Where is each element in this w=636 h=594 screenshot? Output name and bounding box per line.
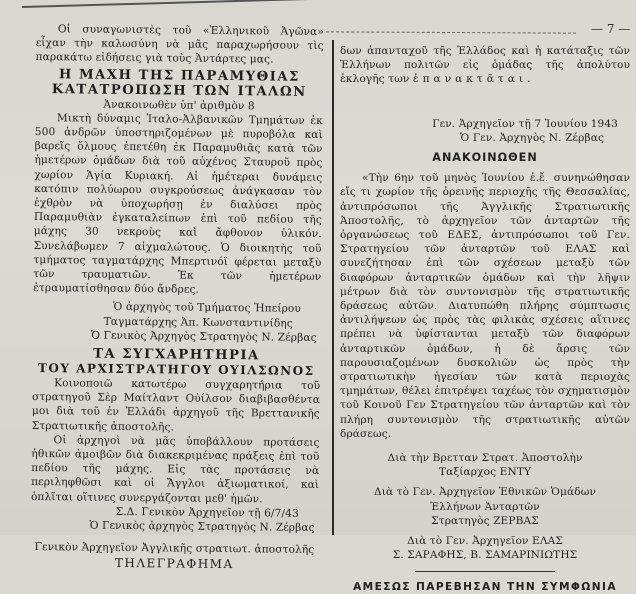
signature-major: Ταγματάρχης Ἀπ. Κωνσταντινίδης bbox=[103, 315, 293, 330]
headline-telegram: ΤΗΛΕΓΡΑΦΗΜΑ bbox=[114, 555, 234, 571]
top-rule-right bbox=[326, 31, 576, 33]
announcement-label: Ἀνακοινωθὲν ὑπ' ἀριθμὸν 8 bbox=[103, 98, 255, 112]
headline-announcement: ΑΝΑΚΟΙΝΩΘΕΝ bbox=[432, 151, 538, 165]
continuation-spaced: ἐπανακτᾶται. bbox=[412, 73, 535, 86]
intro-paragraph: Οἱ συναγωνιστὲς τοῦ «Ἑλληνικοῦ Ἀγῶνα» εἶχαν τὴν καλωσύνη νὰ μᾶς παραχωρήσουν τὶς παρακάτω εἰδήσεις γιὰ τοὺς Ἀντάρτες μας. bbox=[35, 23, 324, 66]
signature-general-zervas: Στρατηγὸς ΖΕΡΒΑΣ bbox=[431, 514, 539, 527]
signature-hq-date: Σ.Δ. Γενικὸν Ἀρχηγεῖον τῇ 6/7/43 bbox=[115, 505, 299, 520]
headline-wilson: ΤΟΥ ΑΡΧΙΣΤΡΑΤΗΓΟΥ ΟΥΙΛΣΩΝΟΣ bbox=[37, 361, 315, 378]
headline-congrats: ΤΑ ΣΥΓΧΑΡΗΤΗΡΙΑ bbox=[93, 346, 260, 364]
date-line: Γεν. Ἀρχηγεῖον τῇ 7 Ἰουνίου 1943 bbox=[432, 117, 618, 130]
signature-zervas: Ὁ Γενικὸς ἀρχηγὸς Στρατηγὸς Ν. Ζέρβας bbox=[89, 519, 315, 535]
left-column bbox=[30, 18, 324, 572]
congrats-paragraph-1: Κοινοποιῶ κατωτέρω συγχαρητήρια τοῦ στρατηγοῦ Σὲρ Μαίτλαντ Οὐίλσον διαβιβασθέντα μοι διὰ τοῦ ἐν Ἑλλάδι ἀρχηγοῦ τῆς Βρεττανικῆς Στρατιωτικῆς ἀποστολῆς. bbox=[31, 377, 321, 434]
signature-british-mission: Διὰ τὴν Βρετταν Στρατ. Ἀποστολὴν bbox=[387, 452, 583, 465]
right-column bbox=[340, 44, 630, 594]
section-rule bbox=[415, 571, 555, 572]
signature-general: Ὁ Γενικὸς Ἀρχηγὸς Στρατηγὸς Ν. Ζέρβας bbox=[90, 329, 317, 344]
congrats-paragraph-2: Οἱ ἀρχηγοὶ νὰ μᾶς ὑποβάλλουν προτάσεις ἠθικῶν ἀμοιβῶν διὰ διακεκριμένας πράξεις ἐπὶ τοῦ πεδίου τῆς μάχης. Εἰς τὰς προτάσεις νὰ περιληφθῶσι καὶ οἱ Ἄγγλοι ἀξιωματικοί, καὶ ὁπλῖται οἵτινες συνεργάζονται μεθ' ἡμῶν. bbox=[30, 434, 320, 506]
headline-battle: Η ΜΑΧΗ ΤΗΣ ΠΑΡΑΜΥΘΙΑΣ bbox=[58, 66, 300, 85]
signature-elas-hq: Διὰ τὸ Γεν. Ἀρχηγεῖον ΕΛΑΣ bbox=[407, 535, 563, 548]
headline-agreement-broken: ΑΜΕΣΩΣ ΠΑΡΕΒΗΣΑΝ ΤΗΝ ΣΥΜΦΩΝΙΑ bbox=[353, 580, 617, 593]
signature-sarafis-samariniotis: Σ. ΣΑΡΑΦΗΣ, Β. ΣΑΜΑΡΙΝΙΩΤΗΣ bbox=[392, 549, 578, 562]
continuation-text: δων ἁπανταχοῦ τῆς Ἑλλάδος καὶ ἡ κατάταξις τῶν Ἑλλήνων πολιτῶν εἰς ὁμάδας τῆς ἀπολύτου ἐκλογῆς των bbox=[340, 45, 630, 86]
signature-brigadier-eddy: Ταξίαρχος ΕΝΤΥ bbox=[438, 466, 532, 479]
british-mission-line: Γενικὸν Ἀρχηγεῖον Ἀγγλικῆς στρατιωτ. ἀποστολῆς bbox=[34, 541, 315, 557]
signature-epirus-chief: Ὁ ἀρχηγὸς τοῦ Τμήματος Ἠπείρου bbox=[113, 301, 302, 316]
page-number: — 7 — bbox=[591, 22, 631, 36]
column-divider bbox=[332, 40, 334, 535]
announcement-body: «Τὴν 6ην τοῦ μηνὸς Ἰουνίου ἐ.ἔ. συνηνώθησαν εἴς τι χωρίον τῆς ὀρεινῆς περιοχῆς τῆς Θεσσαλίας, ἀντιπρόσωποι τῆς Ἀγγλικῆς Στρατιωτικῆς Ἀποστολῆς, τὸ ἀρχηγεῖον τῶν ἀνταρτῶν τῆς ὀργανώσεως τοῦ ΕΔΕΣ, ἀντιπρόσωποι τοῦ Γεν. Στρατηγείου τῶν ἀνταρτῶν τοῦ ΕΛΑΣ καὶ συνεζήτησαν ἐπὶ τῶν σχέσεων μεταξὺ τῶν διαφόρων ἀνταρτικῶν ὁμάδων καὶ τὴν λῆψιν μέτρων διὰ τὸν συντονισμὸν τῆς στρατιωτικῆς δράσεως αὐτῶν. Διατυπώθη πλήρης σύμπτωσις ἀντιλήψεων ὡς πρὸς τὰς φιλικὰς σχέσεις αἵτινες πρέπει νὰ ὑφίστανται μεταξὺ τῶν διαφόρων ἀνταρτικῶν ὁμάδων, ἡ δὲ ἄρσις τῶν παρουσιαζομένων δυσκολιῶν ὡς πρὸς τὴν στρατιωτικὴν ἡγεσίαν τῶν κατὰ περιοχὰς τμημάτων, θέλει ἐπιτρέψει ταχέως τὸν σχηματισμὸν τοῦ Κοινοῦ Γεν Στρατηγείου τῶν ἀνταρτῶν καὶ τὸν πλήρη συντονισμὸν τῆς στρατιωτικῆς αὐτῶν δράσεως. bbox=[340, 172, 630, 440]
top-rule-left bbox=[22, 0, 322, 10]
continuation-paragraph bbox=[340, 44, 630, 87]
signature-edes-hq: Διὰ τὸ Γεν. Ἀρχηγεῖον Ἐθνικῶν Ὁμάδων bbox=[373, 486, 597, 499]
zervas-sign-line: Ὁ Γεν. Ἀρχηγὸς Ν. Ζέρβας bbox=[460, 131, 604, 144]
headline-rout: ΚΑΤΑΤΡΟΠΩΣΗ ΤΩΝ ΙΤΑΛΩΝ bbox=[51, 81, 307, 100]
battle-report: Μικτὴ δύναμις Ἰταλο-Ἀλβανικῶν Τμημάτων ἐκ 500 ἀνδρῶν ὑποστηριζομένων μὲ πυροβόλα καὶ βαρεῖς ὅλμους ἐπετέθη ἐκ Παραμυθιᾶς κατὰ τῶν ἡμετέρων ὁμάδων διὰ τοῦ αὐχένος Σταυροῦ πρὸς χωρίον Ἁγία Κυριακή. Αἱ ἡμέτεραι δυνάμεις κατόπιν πολύωρου συγκρούσεως ἀνάγκασαν τὸν ἐχθρὸν νὰ ὑποχωρήσῃ ἐν διαλύσει πρὸς Παραμυθιὰν ἐγκαταλείπων ἐπὶ τοῦ πεδίου τῆς μάχης 30 νεκροὺς καὶ ἄφθονον ὑλικόν. Συνελάβωμεν 7 αἰχμαλώτους. Ὁ διοικητὴς τοῦ τμήματος ταγματάρχης Μπερτινόϊ φέρεται μεταξὺ τῶν τραυματιῶν. Ἐκ τῶν ἡμετέρων ἐτραυματίσθησαν δύο ἄνδρες. bbox=[33, 112, 324, 296]
signature-greek-guerrillas: Ἑλλήνων Ἀνταρτῶν bbox=[430, 500, 540, 513]
